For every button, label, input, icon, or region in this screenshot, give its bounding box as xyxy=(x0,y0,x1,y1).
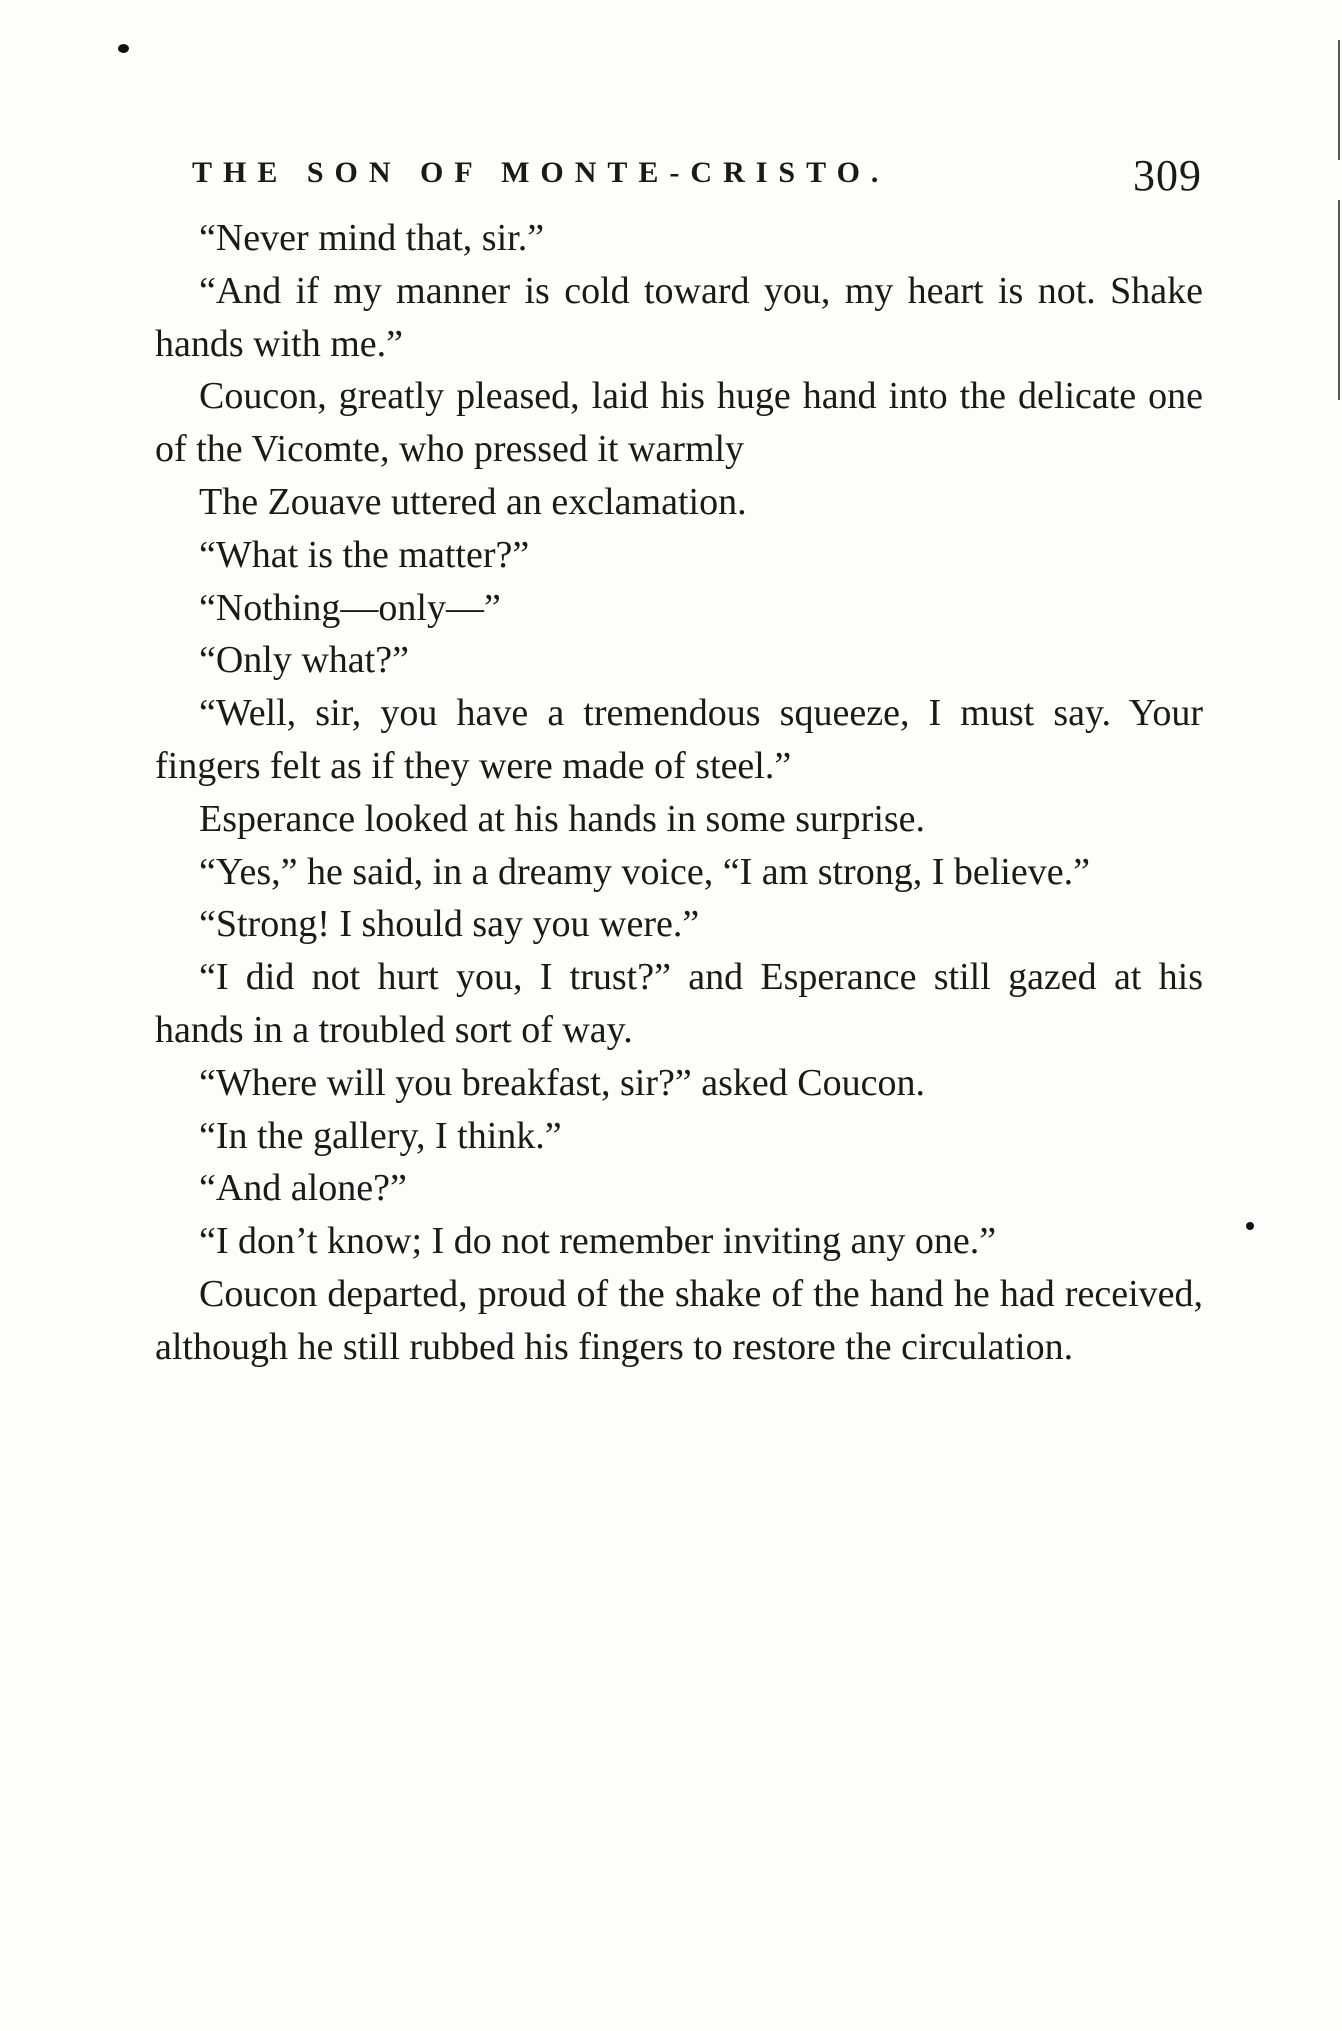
paragraph: Coucon departed, proud of the shake of the hand he had received, although he still rubbed his fingers to restore the circulation. xyxy=(155,1272,1203,1368)
paragraph: “I don’t know; I do not remember inviting any one.” xyxy=(199,1220,997,1263)
paragraph: “What is the matter?” xyxy=(199,533,530,576)
paragraph: “In the gallery, I think.” xyxy=(199,1114,562,1157)
ink-speck xyxy=(1246,1222,1254,1230)
running-title: THE SON OF MONTE-CRISTO. xyxy=(192,156,890,189)
scan-edge-mark xyxy=(1338,40,1340,160)
running-header xyxy=(192,150,1202,200)
ink-speck xyxy=(118,44,129,53)
paragraph: “Nothing—only—” xyxy=(199,586,501,629)
paragraph: “Well, sir, you have a tremendous squeeze, I must say. Your fingers felt as if they were made of steel.” xyxy=(155,692,1203,787)
paragraph: Coucon, greatly pleased, laid his huge hand into the delicate one of the Vicomte, who pressed it warmly xyxy=(155,375,1203,471)
paragraph: “Never mind that, sir.” xyxy=(199,217,545,259)
scan-edge-mark xyxy=(1338,200,1340,400)
paragraph: The Zouave uttered an exclamation. xyxy=(199,480,747,523)
paragraph: “Where will you breakfast, sir?” asked Coucon. xyxy=(199,1061,925,1104)
paragraph: “Yes,” he said, in a dreamy voice, “I am strong, I believe.” xyxy=(199,850,1090,893)
paragraph: “Strong! I should say you were.” xyxy=(199,903,700,946)
body-text xyxy=(155,212,1203,1374)
paragraph: “And alone?” xyxy=(199,1167,407,1210)
paragraph: “And if my manner is cold toward you, my heart is not. Shake hands with me.” xyxy=(155,269,1203,365)
paragraph: “Only what?” xyxy=(199,639,409,682)
paragraph: Esperance looked at his hands in some surprise. xyxy=(199,797,926,840)
paragraph: “I did not hurt you, I trust?” and Esperance still gazed at his hands in a troubled sort of way. xyxy=(155,956,1203,1051)
page-number: 309 xyxy=(1133,151,1202,200)
